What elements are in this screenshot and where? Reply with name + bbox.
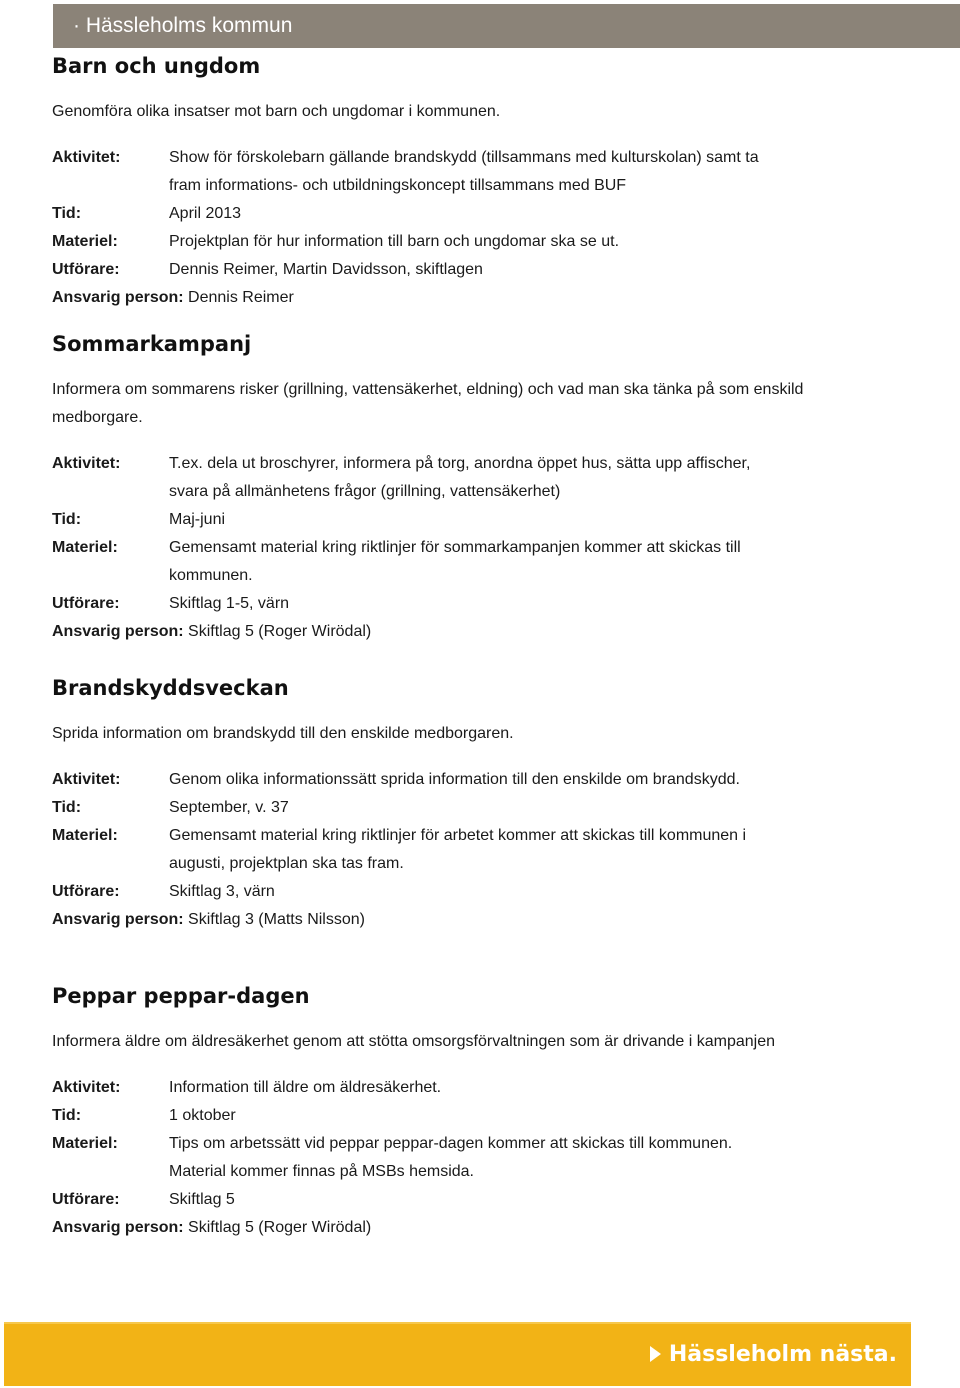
label-materiel: Materiel: bbox=[52, 1135, 118, 1152]
row-ansvarig bbox=[52, 284, 872, 312]
value-materiel-line: kommunen. bbox=[169, 567, 253, 584]
label-tid: Tid: bbox=[52, 1107, 82, 1124]
value-ansvarig: Skiftlag 5 (Roger Wirödal) bbox=[188, 623, 372, 640]
header-title: · Hässleholms kommun bbox=[73, 14, 293, 37]
label-tid: Tid: bbox=[52, 799, 82, 816]
row-utforare bbox=[52, 878, 872, 906]
footer-logo-text: Hässleholm nästa. bbox=[668, 1342, 897, 1367]
value-tid: 1 oktober bbox=[169, 1107, 236, 1124]
label-ansvarig: Ansvarig person: bbox=[52, 289, 184, 306]
row-utforare bbox=[52, 590, 872, 618]
row-utforare bbox=[52, 256, 872, 284]
value-materiel-line: Projektplan för hur information till barn och ungdomar ska se ut. bbox=[169, 233, 620, 250]
section-intro: Sprida information om brandskydd till den enskilde medborgaren. bbox=[52, 725, 514, 742]
page-header bbox=[53, 4, 960, 48]
page-footer bbox=[4, 1322, 911, 1386]
value-tid: April 2013 bbox=[169, 205, 242, 222]
value-ansvarig: Skiftlag 3 (Matts Nilsson) bbox=[188, 911, 365, 928]
section-barn-och-ungdom bbox=[52, 50, 872, 312]
row-aktivitet bbox=[52, 1074, 872, 1102]
label-tid: Tid: bbox=[52, 511, 82, 528]
row-tid bbox=[52, 200, 872, 228]
section-title: Peppar peppar-dagen bbox=[52, 984, 310, 1008]
value-materiel-line: Gemensamt material kring riktlinjer för sommarkampanjen kommer att skickas till bbox=[169, 539, 741, 556]
section-title: Brandskyddsveckan bbox=[52, 676, 289, 700]
value-aktivitet-line: Genom olika informationssätt sprida information till den enskilde om brandskydd. bbox=[169, 771, 740, 788]
section-intro: Informera äldre om äldresäkerhet genom att stötta omsorgsförvaltningen som är drivande i kampanjen bbox=[52, 1033, 776, 1050]
value-materiel-line: augusti, projektplan ska tas fram. bbox=[169, 855, 404, 872]
row-materiel bbox=[52, 534, 872, 590]
label-utforare: Utförare: bbox=[52, 261, 120, 278]
value-utforare: Dennis Reimer, Martin Davidsson, skiftlagen bbox=[169, 261, 483, 278]
value-ansvarig: Dennis Reimer bbox=[188, 289, 294, 306]
row-aktivitet bbox=[52, 450, 872, 506]
label-materiel: Materiel: bbox=[52, 233, 118, 250]
section-title: Barn och ungdom bbox=[52, 54, 261, 78]
row-utforare bbox=[52, 1186, 872, 1214]
label-ansvarig: Ansvarig person: bbox=[52, 623, 184, 640]
label-utforare: Utförare: bbox=[52, 883, 120, 900]
label-aktivitet: Aktivitet: bbox=[52, 771, 121, 788]
value-tid: September, v. 37 bbox=[169, 799, 289, 816]
row-aktivitet bbox=[52, 144, 872, 200]
label-utforare: Utförare: bbox=[52, 1191, 120, 1208]
value-aktivitet-line: Information till äldre om äldresäkerhet. bbox=[169, 1079, 442, 1096]
row-materiel bbox=[52, 1130, 872, 1186]
value-utforare: Skiftlag 3, värn bbox=[169, 883, 275, 900]
label-aktivitet: Aktivitet: bbox=[52, 455, 121, 472]
label-utforare: Utförare: bbox=[52, 595, 120, 612]
value-utforare: Skiftlag 5 bbox=[169, 1191, 235, 1208]
row-aktivitet bbox=[52, 766, 872, 794]
row-tid bbox=[52, 794, 872, 822]
label-ansvarig: Ansvarig person: bbox=[52, 1219, 184, 1236]
row-tid bbox=[52, 1102, 872, 1130]
value-aktivitet-line: svara på allmänhetens frågor (grillning, vattensäkerhet) bbox=[169, 483, 561, 500]
section-sommarkampanj bbox=[52, 328, 872, 646]
value-aktivitet-line: Show för förskolebarn gällande brandskydd (tillsammans med kulturskolan) samt ta bbox=[169, 149, 759, 166]
value-materiel-line: Tips om arbetssätt vid peppar peppar-dagen kommer att skickas till kommunen. bbox=[169, 1135, 733, 1152]
row-ansvarig bbox=[52, 618, 872, 646]
label-tid: Tid: bbox=[52, 205, 82, 222]
value-ansvarig: Skiftlag 5 (Roger Wirödal) bbox=[188, 1219, 372, 1236]
row-materiel bbox=[52, 822, 872, 878]
section-intro: Informera om sommarens risker (grillning, vattensäkerhet, eldning) och vad man ska tänka på som enskild medborgare. bbox=[52, 381, 804, 426]
label-aktivitet: Aktivitet: bbox=[52, 149, 121, 166]
value-utforare: Skiftlag 1-5, värn bbox=[169, 595, 290, 612]
row-ansvarig bbox=[52, 1214, 872, 1242]
section-brandskyddsveckan bbox=[52, 672, 872, 934]
label-aktivitet: Aktivitet: bbox=[52, 1079, 121, 1096]
label-materiel: Materiel: bbox=[52, 539, 118, 556]
section-title: Sommarkampanj bbox=[52, 332, 252, 356]
value-materiel-line: Material kommer finnas på MSBs hemsida. bbox=[169, 1163, 474, 1180]
triangle-right-icon bbox=[650, 1346, 661, 1362]
row-ansvarig bbox=[52, 906, 872, 934]
value-aktivitet-line: fram informations- och utbildningskoncept tillsammans med BUF bbox=[169, 177, 627, 194]
section-peppar-peppar-dagen bbox=[52, 980, 872, 1242]
label-ansvarig: Ansvarig person: bbox=[52, 911, 184, 928]
value-tid: Maj-juni bbox=[169, 511, 226, 528]
value-materiel-line: Gemensamt material kring riktlinjer för arbetet kommer att skickas till kommunen i bbox=[169, 827, 747, 844]
section-intro: Genomföra olika insatser mot barn och ungdomar i kommunen. bbox=[52, 103, 501, 120]
footer-logo bbox=[650, 1340, 897, 1370]
row-tid bbox=[52, 506, 872, 534]
value-aktivitet-line: T.ex. dela ut broschyrer, informera på torg, anordna öppet hus, sätta upp affischer, bbox=[169, 455, 751, 472]
row-materiel bbox=[52, 228, 872, 256]
label-materiel: Materiel: bbox=[52, 827, 118, 844]
